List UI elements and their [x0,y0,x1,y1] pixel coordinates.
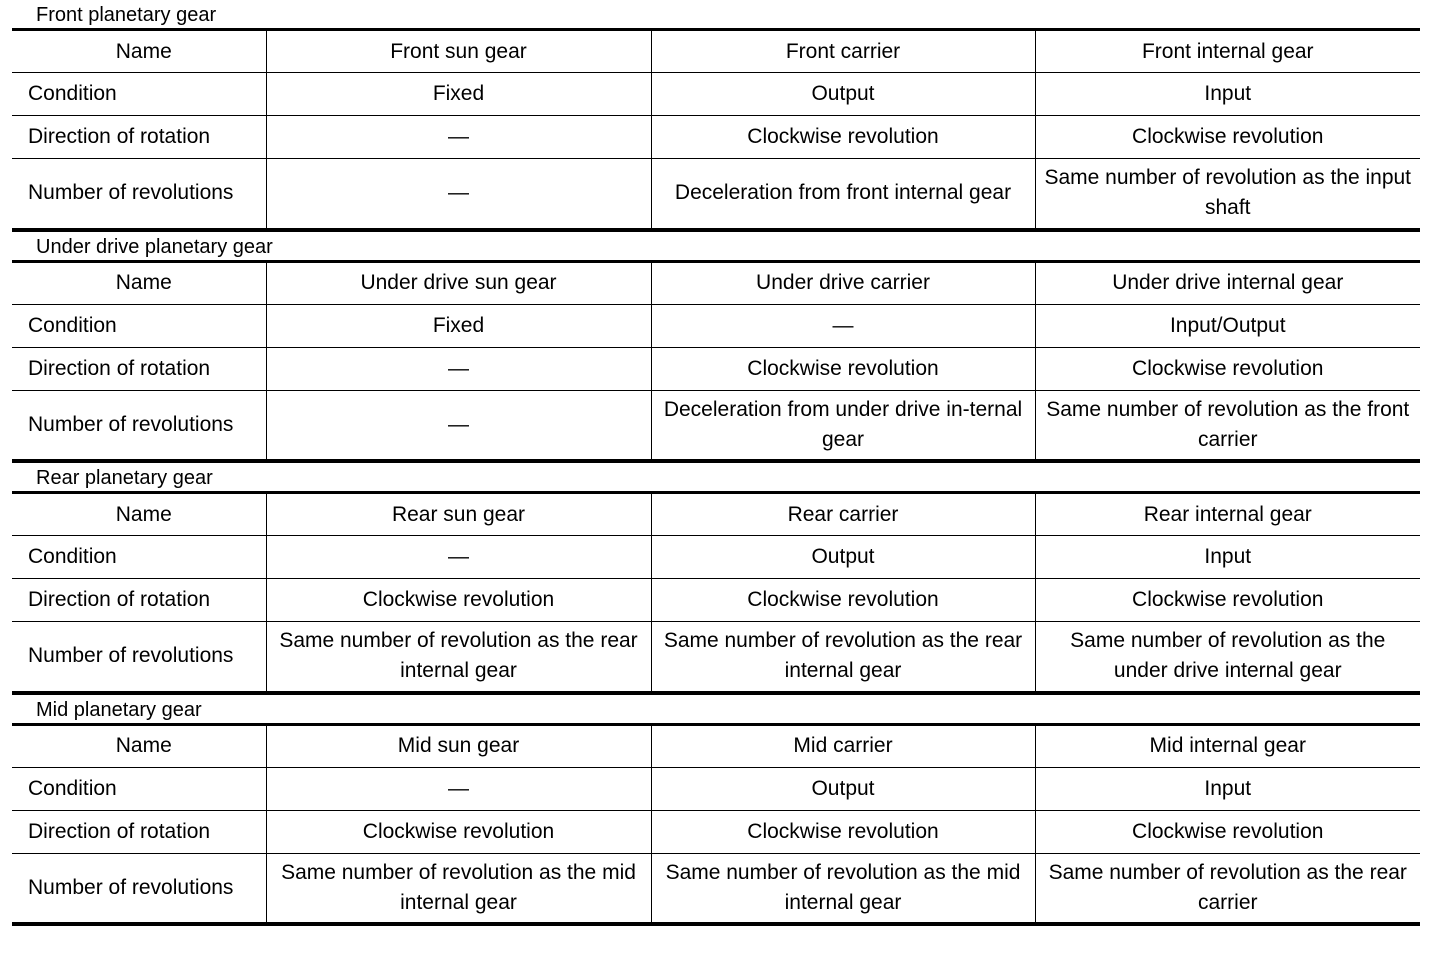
section-title: Rear planetary gear [36,467,213,489]
document-page [12,0,1420,926]
direction-row [12,347,1420,390]
table-cell: Under drive internal gear [1035,261,1420,304]
table-cell: Input [1035,767,1420,810]
row-header: Name [115,271,172,294]
row-header: Direction of rotation [12,347,266,390]
table-cell: — [266,159,651,230]
table-cell: Clockwise revolution [651,810,1035,853]
table-cell: Output [651,536,1035,579]
row-header: Direction of rotation [12,579,266,622]
table-cell: Under drive carrier [651,261,1035,304]
row-header: Number of revolutions [12,622,266,693]
table-cell: Deceleration from under drive in-ternal gear [651,390,1035,461]
table-cell: Same number of revolution as the input shaft [1035,159,1420,230]
condition-row [12,73,1420,116]
row-header: Condition [12,767,266,810]
table-cell: Input [1035,73,1420,116]
direction-row [12,579,1420,622]
name-row [12,493,1420,536]
gear-table [12,28,1420,232]
table-cell: Deceleration from front internal gear [651,159,1035,230]
table-cell: — [266,390,651,461]
table-cell: Rear carrier [651,493,1035,536]
table-cell: Front carrier [651,30,1035,73]
table-cell: — [651,304,1035,347]
section-title: Front planetary gear [36,4,217,26]
table-cell: Same number of revolution as the mid internal gear [651,853,1035,924]
direction-row [12,116,1420,159]
table-cell: Clockwise revolution [266,810,651,853]
table-cell: Same number of revolution as the front carrier [1035,390,1420,461]
row-header: Number of revolutions [12,159,266,230]
table-cell: Mid sun gear [266,724,651,767]
table-cell: Under drive sun gear [266,261,651,304]
table-cell: Same number of revolution as the rear carrier [1035,853,1420,924]
table-cell: Same number of revolution as the mid internal gear [266,853,651,924]
table-cell: Front sun gear [266,30,651,73]
table-cell: Clockwise revolution [651,579,1035,622]
table-cell: Input/Output [1035,304,1420,347]
table-cell: Clockwise revolution [1035,579,1420,622]
table-cell: — [266,347,651,390]
row-header: Number of revolutions [12,853,266,924]
row-header: Condition [12,73,266,116]
table-cell: Fixed [266,73,651,116]
revolutions-row [12,390,1420,461]
section-title: Mid planetary gear [36,698,202,721]
table-cell: Output [651,73,1035,116]
gear-table [12,723,1420,927]
condition-row [12,767,1420,810]
row-header: Name [115,502,172,526]
row-header: Condition [12,536,266,579]
table-cell: Fixed [266,304,651,347]
row-header: Name [115,39,172,63]
name-row [12,261,1420,304]
table-cell: Same number of revolution as the rear internal gear [651,622,1035,693]
condition-row [12,304,1420,347]
condition-row [12,536,1420,579]
name-row [12,30,1420,73]
mid-planetary-gear-section [12,695,1420,927]
table-cell: Clockwise revolution [651,116,1035,159]
table-cell: Clockwise revolution [651,347,1035,390]
under-drive-planetary-gear-section [12,232,1420,464]
gear-table [12,260,1420,464]
revolutions-row [12,853,1420,924]
revolutions-row [12,159,1420,230]
table-cell: — [266,536,651,579]
row-header: Number of revolutions [12,390,266,461]
row-header: Name [115,734,172,757]
table-cell: — [266,767,651,810]
table-cell: Clockwise revolution [266,579,651,622]
table-cell: Rear internal gear [1035,493,1420,536]
row-header: Direction of rotation [12,810,266,853]
table-cell: Clockwise revolution [1035,116,1420,159]
table-cell: Rear sun gear [266,493,651,536]
table-cell: Same number of revolution as the rear internal gear [266,622,651,693]
table-cell: Same number of revolution as the under drive internal gear [1035,622,1420,693]
name-row [12,724,1420,767]
direction-row [12,810,1420,853]
section-title: Under drive planetary gear [36,235,273,258]
table-cell: Output [651,767,1035,810]
table-cell: Mid internal gear [1035,724,1420,767]
gear-table [12,491,1420,695]
rear-planetary-gear-section [12,463,1420,695]
table-cell: — [266,116,651,159]
front-planetary-gear-section [12,0,1420,232]
row-header: Direction of rotation [12,116,266,159]
revolutions-row [12,622,1420,693]
table-cell: Front internal gear [1035,30,1420,73]
row-header: Condition [12,304,266,347]
table-cell: Mid carrier [651,724,1035,767]
table-cell: Clockwise revolution [1035,810,1420,853]
table-cell: Input [1035,536,1420,579]
table-cell: Clockwise revolution [1035,347,1420,390]
